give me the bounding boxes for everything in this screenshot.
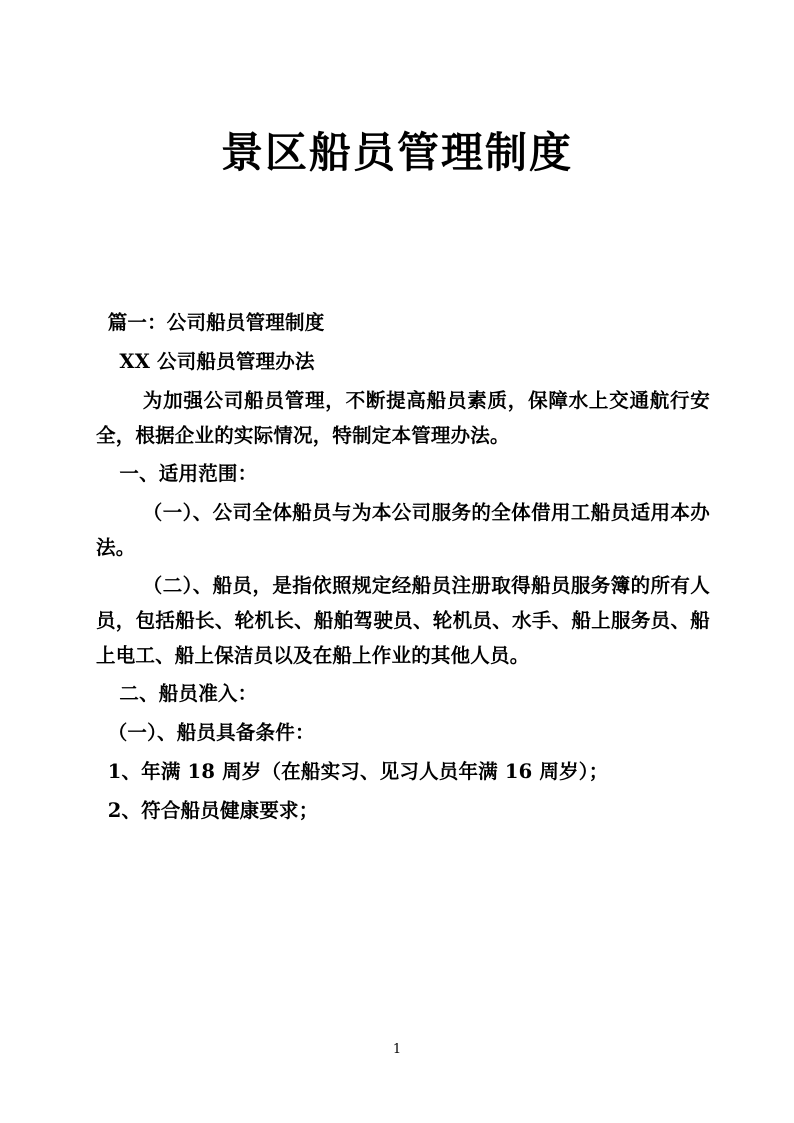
paragraph-5: （一）、公司全体船员与为本公司服务的全体借用工船员适用本办法。 [96,500,710,559]
paragraph-7: 二、船员准入： [119,682,258,706]
paragraph-3: 为加强公司船员管理，不断提高船员素质，保障水上交通航行安全，根据企业的实际情况，特制定本管理办法。 [96,388,710,447]
document-body [0,306,794,828]
paragraph-4: 一、适用范围： [119,462,258,486]
paragraph-8: （一）、船员具备条件： [107,721,315,745]
page-number: 1 [392,1042,402,1057]
paragraph-9: 1、年满 18 周岁（在船实习、见习人员年满 16 周岁）； [107,759,609,783]
page-title: 景区船员管理制度 [220,128,573,177]
paragraph-1: 篇一：公司船员管理制度 [107,311,325,335]
paragraph-10: 2、符合船员健康要求； [107,798,319,822]
paragraph-2: XX 公司船员管理办法 [119,350,315,374]
paragraph-6: （二）、船员，是指依照规定经船员注册取得船员服务簿的所有人员，包括船长、轮机长、船舶驾驶员、轮机员、水手、船上服务员、船上电工、船上保洁员以及在船上作业的其他人员。 [96,574,710,667]
